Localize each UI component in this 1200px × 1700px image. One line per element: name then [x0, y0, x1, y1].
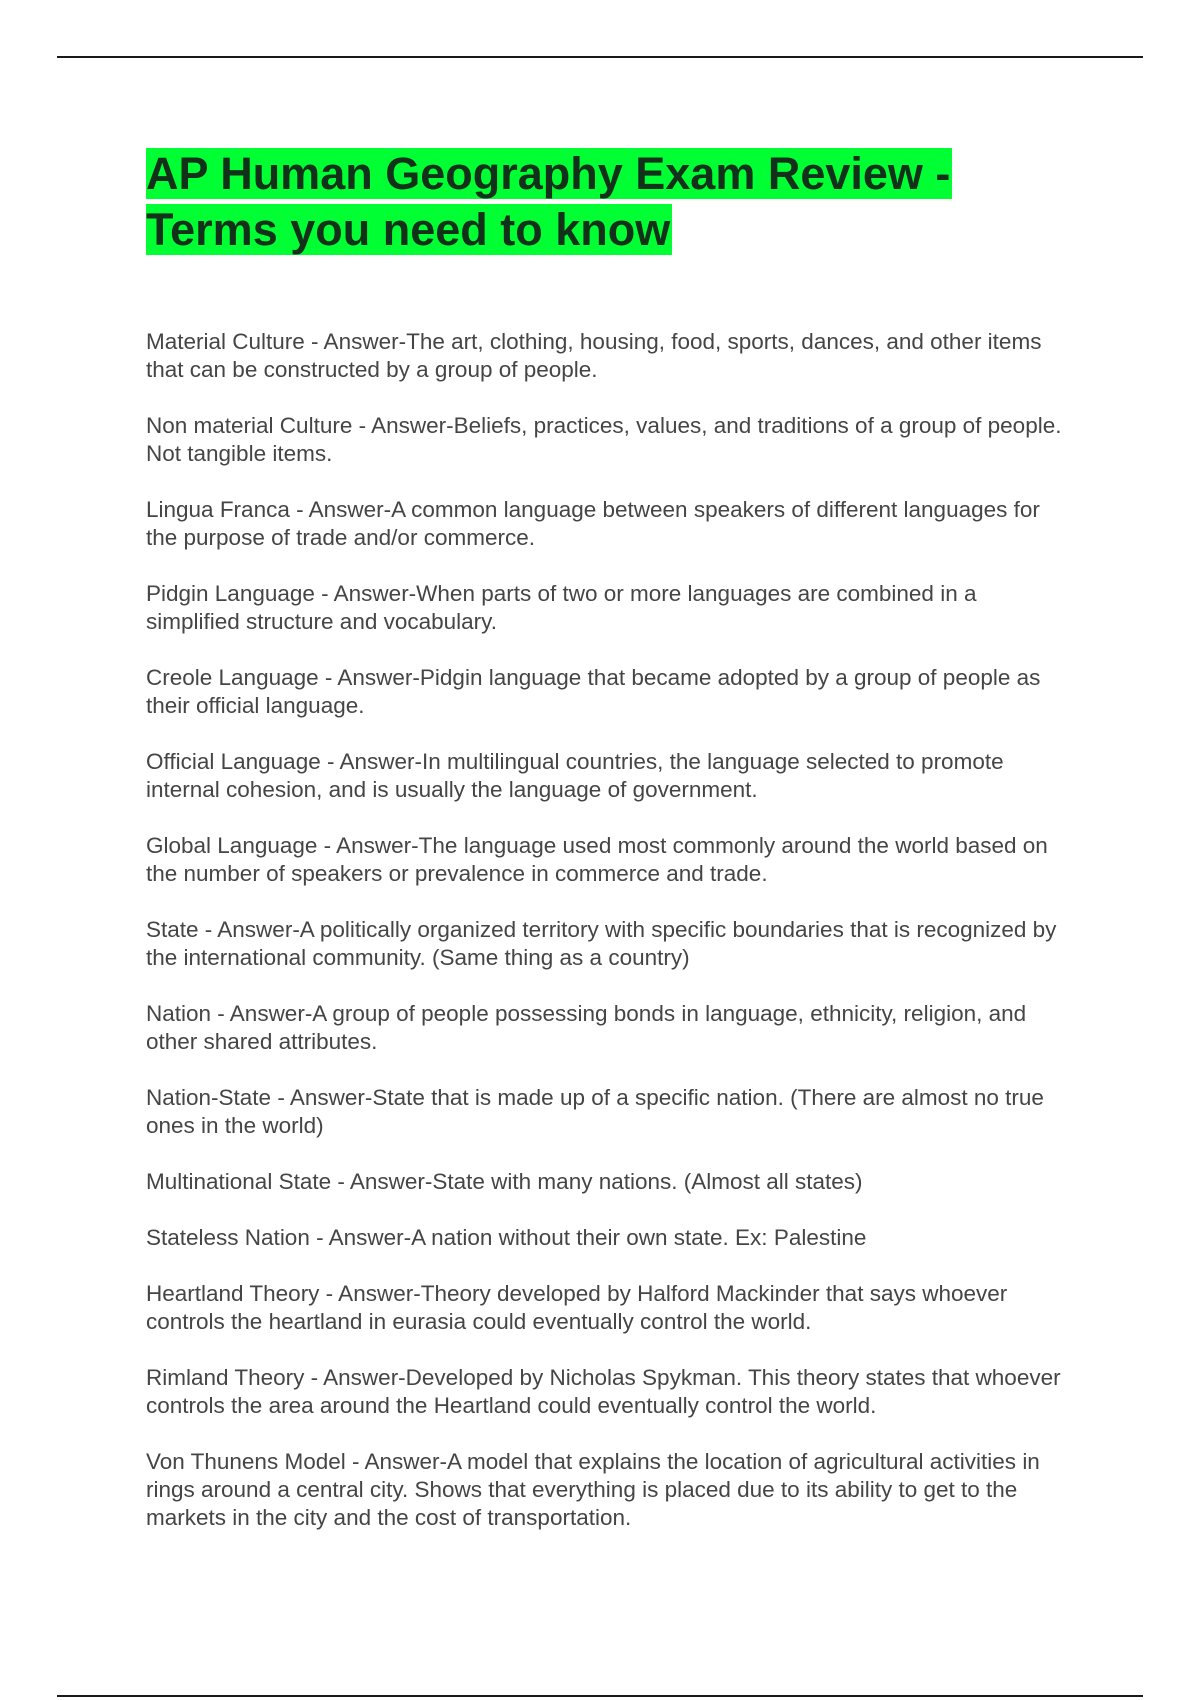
term-entry: Heartland Theory - Answer-Theory developed by Halford Mackinder that says whoever controls the heartland in eurasia could eventually control the world.	[146, 1281, 1008, 1334]
term-entry: Stateless Nation - Answer-A nation without their own state. Ex: Palestine	[146, 1225, 867, 1250]
term-entry: Material Culture - Answer-The art, clothing, housing, food, sports, dances, and other items that can be constructed by a group of people.	[146, 329, 1042, 382]
term-entry: Official Language - Answer-In multilingual countries, the language selected to promote internal cohesion, and is usually the language of government.	[146, 749, 1004, 802]
title-line-2: Terms you need to know	[146, 204, 671, 255]
document-body	[146, 146, 1066, 1560]
header-rule	[57, 56, 1143, 58]
title-line-1: AP Human Geography Exam Review -	[146, 148, 951, 199]
title-highlight	[146, 148, 952, 255]
term-list	[146, 328, 1066, 1532]
term-entry: State - Answer-A politically organized territory with specific boundaries that is recognized by the international community. (Same thing as a country)	[146, 917, 1057, 970]
term-entry: Von Thunens Model - Answer-A model that explains the location of agricultural activities in rings around a central city. Shows that everything is placed due to its ability to get to the markets in the city and the cost of transportation.	[146, 1449, 1040, 1530]
term-entry: Multinational State - Answer-State with many nations. (Almost all states)	[146, 1169, 863, 1194]
term-entry: Nation - Answer-A group of people possessing bonds in language, ethnicity, religion, and other shared attributes.	[146, 1001, 1027, 1054]
term-entry: Pidgin Language - Answer-When parts of two or more languages are combined in a simplified structure and vocabulary.	[146, 581, 977, 634]
term-entry: Lingua Franca - Answer-A common language between speakers of different languages for the purpose of trade and/or commerce.	[146, 497, 1040, 550]
footer-rule	[57, 1695, 1143, 1697]
term-entry: Rimland Theory - Answer-Developed by Nicholas Spykman. This theory states that whoever controls the area around the Heartland could eventually control the world.	[146, 1365, 1061, 1418]
document-title	[146, 146, 1066, 258]
term-entry: Global Language - Answer-The language used most commonly around the world based on the number of speakers or prevalence in commerce and trade.	[146, 833, 1048, 886]
term-entry: Non material Culture - Answer-Beliefs, practices, values, and traditions of a group of people. Not tangible items.	[146, 413, 1062, 466]
term-entry: Creole Language - Answer-Pidgin language that became adopted by a group of people as their official language.	[146, 665, 1041, 718]
term-entry: Nation-State - Answer-State that is made up of a specific nation. (There are almost no true ones in the world)	[146, 1085, 1044, 1138]
